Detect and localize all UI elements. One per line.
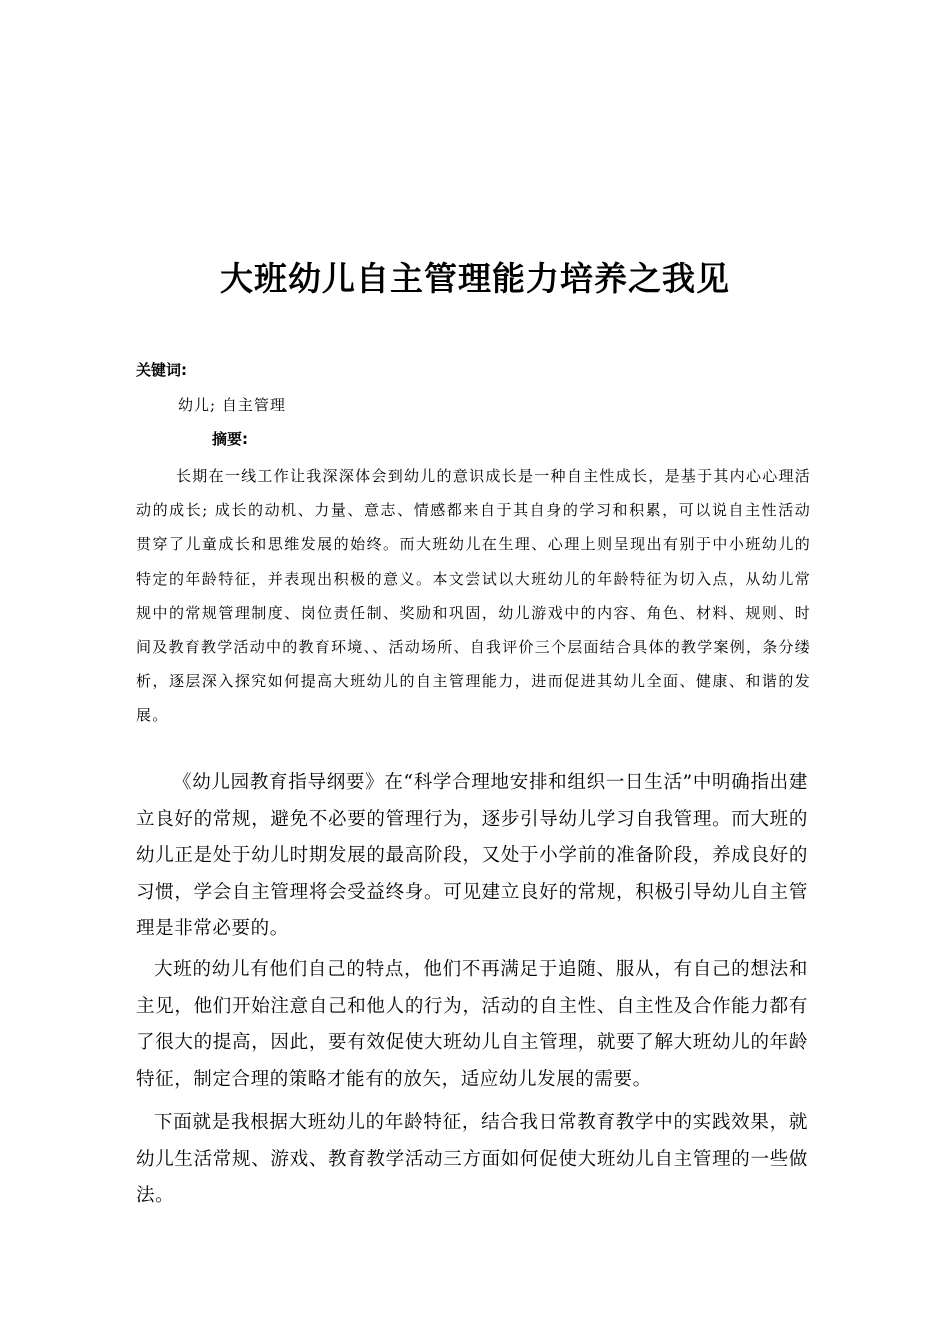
body-paragraph: 大班的幼儿有他们自己的特点，他们不再满足于追随、服从，有自己的想法和主见，他们开始注意自己和他人的行为，活动的自主性、自主性及合作能力都有了很大的提高，因此，要有效促使大班幼儿自主管理，就要了解大班幼儿的年龄特征，制定合理的策略才能有的放矢，适应幼儿发展的需要。 — [136, 959, 808, 1090]
document-title: 大班幼儿自主管理能力培养之我见 — [220, 259, 730, 298]
keywords-label: 关键词: — [136, 361, 187, 379]
abstract-text: 长期在一线工作让我深深体会到幼儿的意识成长是一种自主性成长，是基于其内心心理活动的成长; 成长的动机、力量、意志、情感都来自于其自身的学习和积累，可以说自主性活动贯穿了儿童成长和思维发展的始终。而大班幼儿在生理、心理上则呈现出有别于中小班幼儿的特定的年龄特征，并表现出积极的意义。本文尝试以大班幼儿的年龄特征为切入点，从幼儿常规中的常规管理制度、岗位责任制、奖励和巩固，幼儿游戏中的内容、角色、材料、规则、时间及教育教学活动中的教育环境、、活动场所、自我评价三个层面结合具体的教学案例，条分缕析，逐层深入探究如何提高大班幼儿的自主管理能力，进而促进其幼儿全面、健康、和谐的发展。 — [136, 467, 811, 725]
abstract-label: 摘要: — [212, 430, 248, 448]
body-paragraph: 下面就是我根据大班幼儿的年龄特征，结合我日常教育教学中的实践效果，就幼儿生活常规、游戏、教育教学活动三方面如何促使大班幼儿自主管理的一些做法。 — [136, 1112, 808, 1207]
keywords-value: 幼儿; 自主管理 — [178, 396, 286, 414]
body-paragraph: 《幼儿园教育指导纲要》在“科学合理地安排和组织一日生活”中明确指出建立良好的常规，避免不必要的管理行为，逐步引导幼儿学习自我管理。而大班的幼儿正是处于幼儿时期发展的最高阶段，又处于小学前的准备阶段，养成良好的习惯，学会自主管理将会受益终身。可见建立良好的常规，积极引导幼儿自主管理是非常必要的。 — [136, 772, 808, 940]
